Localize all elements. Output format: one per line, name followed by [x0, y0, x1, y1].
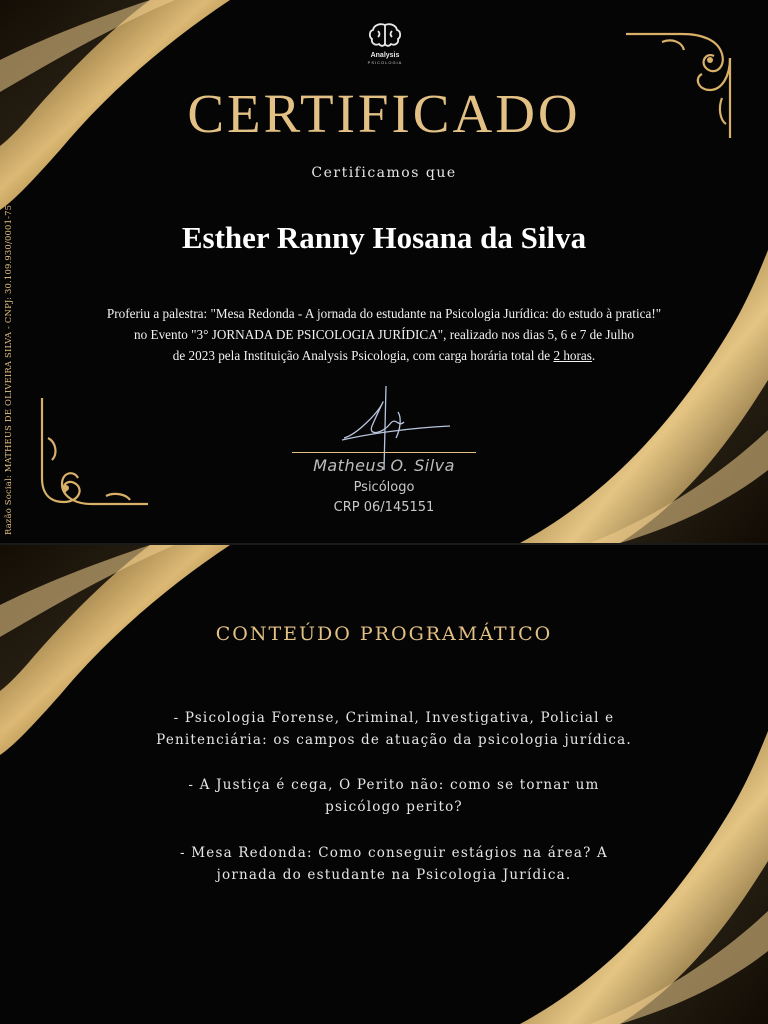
body-line-3-suffix: .: [591, 348, 596, 363]
program-page: [0, 545, 768, 1024]
signatory-name: Matheus O. Silva: [313, 456, 455, 475]
program-item: [134, 842, 654, 886]
certificate-title: CERTIFICADO: [187, 83, 581, 144]
program-item-line: jornada do estudante na Psicologia Jurídica.: [216, 867, 572, 883]
body-line-1: Proferiu a palestra: "Mesa Redonda - A jornada do estudante na Psicologia Jurídica: do estudo à pratica!": [106, 306, 662, 321]
signatory-role: Psicólogo: [353, 480, 415, 495]
program-title: CONTEÚDO PROGRAMÁTICO: [215, 623, 553, 645]
certificate-intro: Certificamos que: [311, 165, 457, 181]
body-line-3-prefix: de 2023 pela Instituição Analysis Psicologia, com carga horária total de: [172, 348, 554, 363]
program-item-line: - A Justiça é cega, O Perito não: como se tornar um: [188, 777, 600, 793]
logo-sub-text: PSICOLOGIA: [367, 60, 403, 65]
program-item-line: Penitenciária: os campos de atuação da psicologia jurídica.: [156, 732, 632, 748]
logo-brand-text: Analysis: [370, 52, 400, 59]
program-item-line: psicólogo perito?: [325, 799, 463, 815]
body-line-2: no Evento "3° JORNADA DE PSICOLOGIA JURÍDICA", realizado nos dias 5, 6 e 7 de Julho: [134, 327, 634, 342]
analysis-logo: [362, 22, 408, 65]
program-item: [134, 707, 654, 751]
corner-ornament-icon: [36, 398, 152, 510]
brain-icon: [368, 22, 402, 48]
program-item-line: - Mesa Redonda: Como conseguir estágios na área? A: [179, 845, 608, 861]
recipient-name: Esther Ranny Hosana da Silva: [181, 220, 587, 255]
program-item-line: - Psicologia Forense, Criminal, Investigativa, Policial e: [173, 710, 615, 726]
program-item: [134, 774, 654, 818]
body-line-3: [66, 345, 702, 366]
signature-line: [292, 452, 476, 453]
certificate-body: [66, 303, 702, 366]
workload-hours: 2 horas: [553, 348, 592, 363]
company-registration-text: Razão Social: MATHEUS DE OLIVEIRA SILVA - CNPJ: 30.109.930/0001-75: [3, 204, 13, 535]
signatory-crp: CRP 06/145151: [333, 500, 435, 515]
